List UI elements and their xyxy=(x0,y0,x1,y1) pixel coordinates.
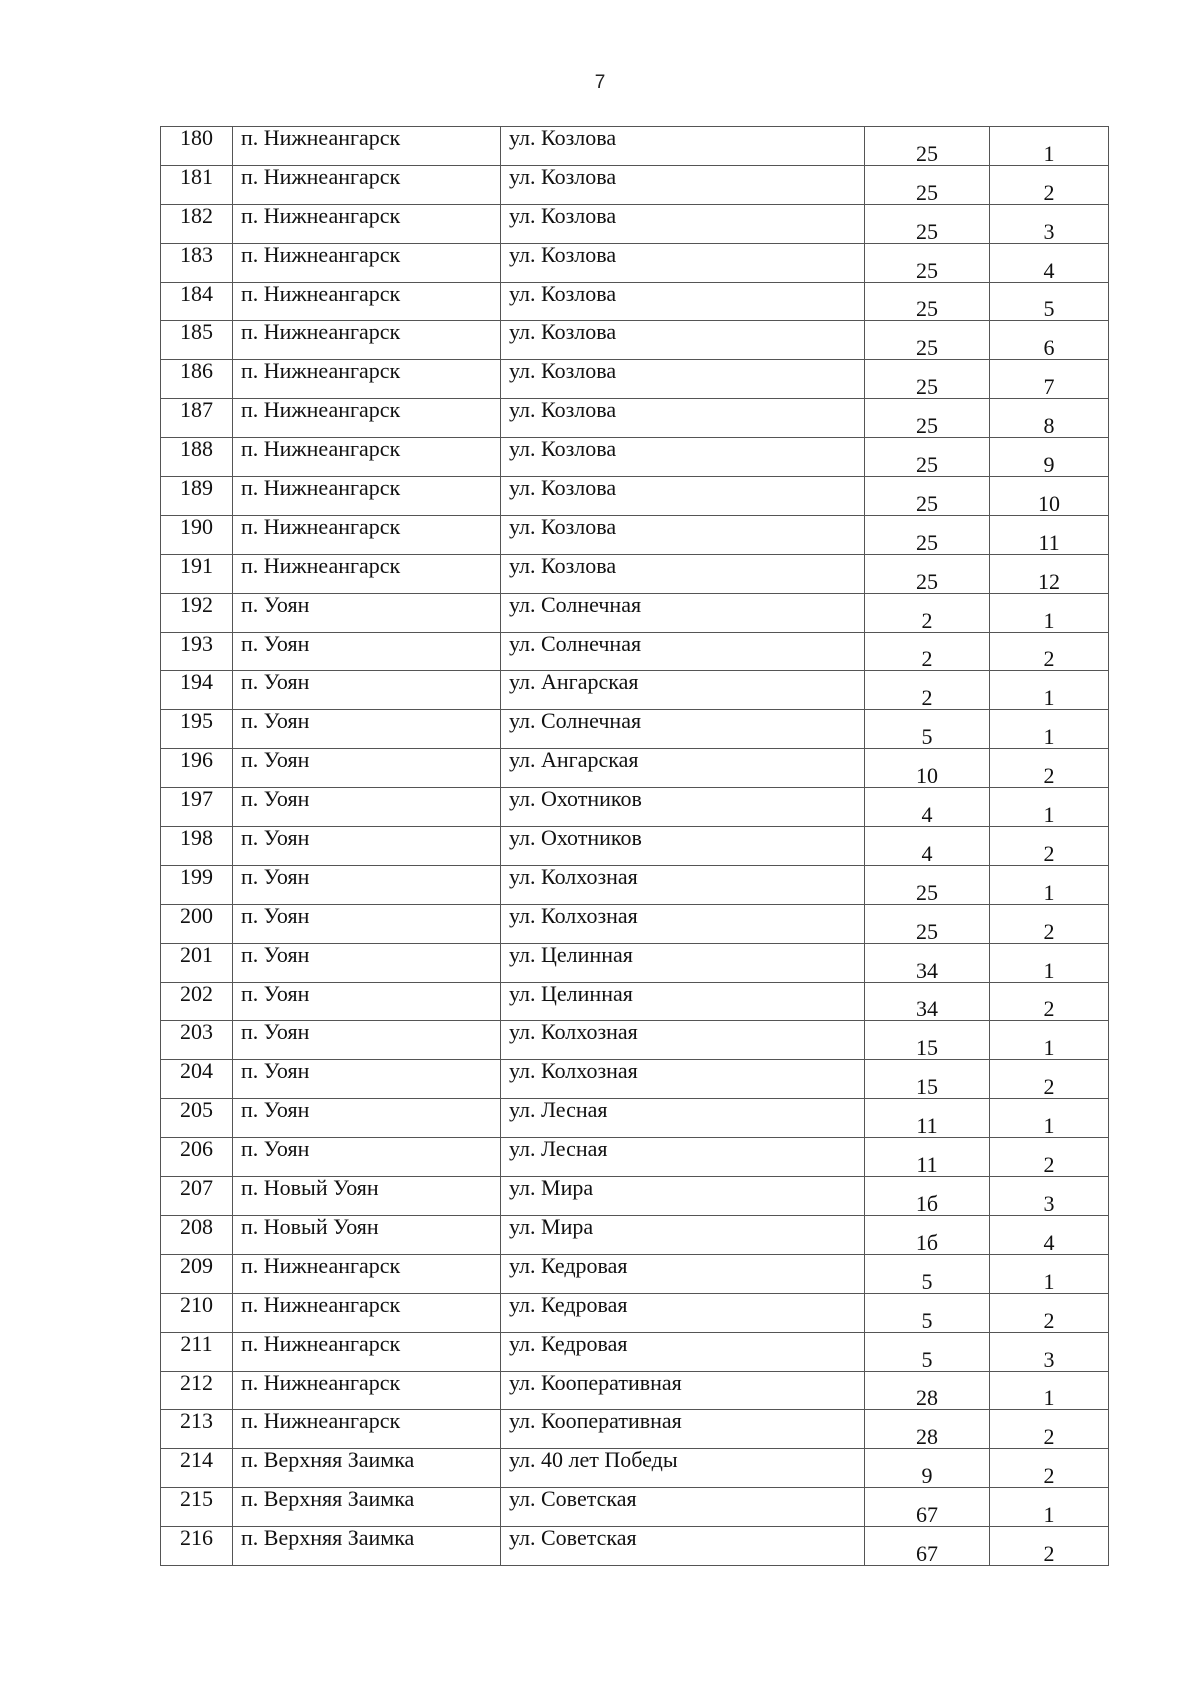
row-number: 201 xyxy=(161,943,233,982)
row-number: 183 xyxy=(161,243,233,282)
row-number: 200 xyxy=(161,904,233,943)
row-number: 192 xyxy=(161,593,233,632)
settlement-cell: п. Нижнеангарск xyxy=(233,515,501,554)
house-number-cell: 67 xyxy=(865,1527,990,1566)
apartment-cell: 2 xyxy=(990,827,1109,866)
street-cell: ул. Лесная xyxy=(501,1099,865,1138)
house-number-cell: 2 xyxy=(865,671,990,710)
settlement-cell: п. Верхняя Заимка xyxy=(233,1449,501,1488)
street-cell: ул. Козлова xyxy=(501,165,865,204)
row-number: 191 xyxy=(161,554,233,593)
house-number-cell: 34 xyxy=(865,982,990,1021)
apartment-cell: 2 xyxy=(990,749,1109,788)
table-row xyxy=(161,515,1109,554)
house-number-cell: 9 xyxy=(865,1449,990,1488)
table-row xyxy=(161,632,1109,671)
settlement-cell: п. Новый Уоян xyxy=(233,1177,501,1216)
street-cell: ул. Охотников xyxy=(501,827,865,866)
apartment-cell: 1 xyxy=(990,127,1109,166)
row-number: 180 xyxy=(161,127,233,166)
apartment-cell: 1 xyxy=(990,788,1109,827)
street-cell: ул. Козлова xyxy=(501,360,865,399)
row-number: 208 xyxy=(161,1215,233,1254)
apartment-cell: 1 xyxy=(990,710,1109,749)
street-cell: ул. Колхозная xyxy=(501,1021,865,1060)
row-number: 206 xyxy=(161,1138,233,1177)
table-row xyxy=(161,127,1109,166)
house-number-cell: 25 xyxy=(865,204,990,243)
street-cell: ул. Колхозная xyxy=(501,865,865,904)
table-row xyxy=(161,1021,1109,1060)
apartment-cell: 2 xyxy=(990,632,1109,671)
table-row xyxy=(161,1099,1109,1138)
apartment-cell: 3 xyxy=(990,1332,1109,1371)
street-cell: ул. Козлова xyxy=(501,321,865,360)
table-row xyxy=(161,243,1109,282)
house-number-cell: 25 xyxy=(865,438,990,477)
street-cell: ул. Кооперативная xyxy=(501,1371,865,1410)
house-number-cell: 25 xyxy=(865,360,990,399)
apartment-cell: 2 xyxy=(990,982,1109,1021)
street-cell: ул. Охотников xyxy=(501,788,865,827)
row-number: 202 xyxy=(161,982,233,1021)
settlement-cell: п. Нижнеангарск xyxy=(233,243,501,282)
apartment-cell: 1 xyxy=(990,1371,1109,1410)
street-cell: ул. Советская xyxy=(501,1488,865,1527)
table-row xyxy=(161,1177,1109,1216)
house-number-cell: 28 xyxy=(865,1410,990,1449)
apartment-cell: 3 xyxy=(990,1177,1109,1216)
house-number-cell: 5 xyxy=(865,710,990,749)
table-row xyxy=(161,1215,1109,1254)
settlement-cell: п. Нижнеангарск xyxy=(233,282,501,321)
house-number-cell: 25 xyxy=(865,554,990,593)
house-number-cell: 25 xyxy=(865,904,990,943)
house-number-cell: 25 xyxy=(865,243,990,282)
settlement-cell: п. Нижнеангарск xyxy=(233,204,501,243)
apartment-cell: 2 xyxy=(990,1293,1109,1332)
house-number-cell: 5 xyxy=(865,1332,990,1371)
street-cell: ул. Кедровая xyxy=(501,1254,865,1293)
table-row xyxy=(161,865,1109,904)
row-number: 182 xyxy=(161,204,233,243)
row-number: 198 xyxy=(161,827,233,866)
settlement-cell: п. Верхняя Заимка xyxy=(233,1527,501,1566)
house-number-cell: 2 xyxy=(865,593,990,632)
apartment-cell: 1 xyxy=(990,1488,1109,1527)
street-cell: ул. Козлова xyxy=(501,282,865,321)
street-cell: ул. Ангарская xyxy=(501,749,865,788)
settlement-cell: п. Нижнеангарск xyxy=(233,360,501,399)
settlement-cell: п. Нижнеангарск xyxy=(233,438,501,477)
house-number-cell: 25 xyxy=(865,127,990,166)
settlement-cell: п. Новый Уоян xyxy=(233,1215,501,1254)
table-row xyxy=(161,1488,1109,1527)
table-row xyxy=(161,477,1109,516)
house-number-cell: 67 xyxy=(865,1488,990,1527)
street-cell: ул. Ангарская xyxy=(501,671,865,710)
row-number: 188 xyxy=(161,438,233,477)
house-number-cell: 25 xyxy=(865,165,990,204)
apartment-cell: 1 xyxy=(990,671,1109,710)
apartment-cell: 1 xyxy=(990,1021,1109,1060)
house-number-cell: 11 xyxy=(865,1099,990,1138)
table-row xyxy=(161,321,1109,360)
house-number-cell: 2 xyxy=(865,632,990,671)
row-number: 194 xyxy=(161,671,233,710)
street-cell: ул. Козлова xyxy=(501,554,865,593)
apartment-cell: 12 xyxy=(990,554,1109,593)
settlement-cell: п. Уоян xyxy=(233,943,501,982)
table-row xyxy=(161,1060,1109,1099)
apartment-cell: 8 xyxy=(990,399,1109,438)
street-cell: ул. 40 лет Победы xyxy=(501,1449,865,1488)
table-row xyxy=(161,1371,1109,1410)
settlement-cell: п. Нижнеангарск xyxy=(233,477,501,516)
page-number: 7 xyxy=(594,72,606,93)
table-row xyxy=(161,904,1109,943)
row-number: 204 xyxy=(161,1060,233,1099)
row-number: 205 xyxy=(161,1099,233,1138)
apartment-cell: 2 xyxy=(990,1410,1109,1449)
street-cell: ул. Кедровая xyxy=(501,1332,865,1371)
apartment-cell: 5 xyxy=(990,282,1109,321)
table-row xyxy=(161,593,1109,632)
house-number-cell: 15 xyxy=(865,1060,990,1099)
street-cell: ул. Целинная xyxy=(501,943,865,982)
apartment-cell: 4 xyxy=(990,243,1109,282)
table-row xyxy=(161,1527,1109,1566)
house-number-cell: 25 xyxy=(865,515,990,554)
street-cell: ул. Солнечная xyxy=(501,632,865,671)
apartment-cell: 2 xyxy=(990,1138,1109,1177)
row-number: 186 xyxy=(161,360,233,399)
settlement-cell: п. Верхняя Заимка xyxy=(233,1488,501,1527)
settlement-cell: п. Уоян xyxy=(233,1060,501,1099)
table-row xyxy=(161,165,1109,204)
row-number: 184 xyxy=(161,282,233,321)
street-cell: ул. Колхозная xyxy=(501,904,865,943)
row-number: 190 xyxy=(161,515,233,554)
settlement-cell: п. Уоян xyxy=(233,1021,501,1060)
settlement-cell: п. Нижнеангарск xyxy=(233,321,501,360)
house-number-cell: 5 xyxy=(865,1254,990,1293)
table-row xyxy=(161,204,1109,243)
house-number-cell: 10 xyxy=(865,749,990,788)
address-table-body xyxy=(161,127,1109,1566)
apartment-cell: 7 xyxy=(990,360,1109,399)
apartment-cell: 9 xyxy=(990,438,1109,477)
table-row xyxy=(161,710,1109,749)
table-row xyxy=(161,438,1109,477)
apartment-cell: 1 xyxy=(990,593,1109,632)
apartment-cell: 2 xyxy=(990,1060,1109,1099)
house-number-cell: 4 xyxy=(865,827,990,866)
row-number: 207 xyxy=(161,1177,233,1216)
row-number: 216 xyxy=(161,1527,233,1566)
row-number: 196 xyxy=(161,749,233,788)
settlement-cell: п. Уоян xyxy=(233,1138,501,1177)
apartment-cell: 1 xyxy=(990,943,1109,982)
settlement-cell: п. Уоян xyxy=(233,904,501,943)
row-number: 211 xyxy=(161,1332,233,1371)
row-number: 185 xyxy=(161,321,233,360)
house-number-cell: 25 xyxy=(865,321,990,360)
street-cell: ул. Козлова xyxy=(501,438,865,477)
house-number-cell: 25 xyxy=(865,282,990,321)
settlement-cell: п. Нижнеангарск xyxy=(233,399,501,438)
apartment-cell: 4 xyxy=(990,1215,1109,1254)
street-cell: ул. Колхозная xyxy=(501,1060,865,1099)
house-number-cell: 34 xyxy=(865,943,990,982)
apartment-cell: 2 xyxy=(990,1449,1109,1488)
settlement-cell: п. Уоян xyxy=(233,710,501,749)
street-cell: ул. Козлова xyxy=(501,243,865,282)
row-number: 214 xyxy=(161,1449,233,1488)
street-cell: ул. Солнечная xyxy=(501,593,865,632)
settlement-cell: п. Уоян xyxy=(233,671,501,710)
table-row xyxy=(161,282,1109,321)
apartment-cell: 2 xyxy=(990,165,1109,204)
row-number: 209 xyxy=(161,1254,233,1293)
street-cell: ул. Целинная xyxy=(501,982,865,1021)
row-number: 187 xyxy=(161,399,233,438)
settlement-cell: п. Нижнеангарск xyxy=(233,1410,501,1449)
settlement-cell: п. Нижнеангарск xyxy=(233,554,501,593)
table-row xyxy=(161,943,1109,982)
street-cell: ул. Мира xyxy=(501,1177,865,1216)
row-number: 210 xyxy=(161,1293,233,1332)
apartment-cell: 6 xyxy=(990,321,1109,360)
apartment-cell: 2 xyxy=(990,904,1109,943)
settlement-cell: п. Уоян xyxy=(233,865,501,904)
apartment-cell: 11 xyxy=(990,515,1109,554)
apartment-cell: 1 xyxy=(990,1254,1109,1293)
house-number-cell: 11 xyxy=(865,1138,990,1177)
street-cell: ул. Кедровая xyxy=(501,1293,865,1332)
table-row xyxy=(161,1410,1109,1449)
settlement-cell: п. Уоян xyxy=(233,1099,501,1138)
house-number-cell: 1б xyxy=(865,1215,990,1254)
house-number-cell: 4 xyxy=(865,788,990,827)
table-row xyxy=(161,1254,1109,1293)
settlement-cell: п. Нижнеангарск xyxy=(233,1332,501,1371)
settlement-cell: п. Нижнеангарск xyxy=(233,1293,501,1332)
street-cell: ул. Козлова xyxy=(501,477,865,516)
row-number: 197 xyxy=(161,788,233,827)
address-table xyxy=(160,126,1109,1566)
settlement-cell: п. Уоян xyxy=(233,593,501,632)
table-row xyxy=(161,1332,1109,1371)
table-row xyxy=(161,788,1109,827)
table-row xyxy=(161,399,1109,438)
row-number: 193 xyxy=(161,632,233,671)
row-number: 195 xyxy=(161,710,233,749)
settlement-cell: п. Нижнеангарск xyxy=(233,1371,501,1410)
table-row xyxy=(161,749,1109,788)
settlement-cell: п. Уоян xyxy=(233,982,501,1021)
apartment-cell: 10 xyxy=(990,477,1109,516)
apartment-cell: 3 xyxy=(990,204,1109,243)
house-number-cell: 5 xyxy=(865,1293,990,1332)
settlement-cell: п. Уоян xyxy=(233,749,501,788)
street-cell: ул. Солнечная xyxy=(501,710,865,749)
table-row xyxy=(161,982,1109,1021)
apartment-cell: 1 xyxy=(990,1099,1109,1138)
street-cell: ул. Козлова xyxy=(501,204,865,243)
settlement-cell: п. Нижнеангарск xyxy=(233,127,501,166)
street-cell: ул. Козлова xyxy=(501,399,865,438)
apartment-cell: 2 xyxy=(990,1527,1109,1566)
house-number-cell: 28 xyxy=(865,1371,990,1410)
row-number: 203 xyxy=(161,1021,233,1060)
settlement-cell: п. Уоян xyxy=(233,632,501,671)
street-cell: ул. Кооперативная xyxy=(501,1410,865,1449)
house-number-cell: 25 xyxy=(865,477,990,516)
row-number: 181 xyxy=(161,165,233,204)
table-row xyxy=(161,554,1109,593)
table-row xyxy=(161,671,1109,710)
house-number-cell: 25 xyxy=(865,399,990,438)
house-number-cell: 25 xyxy=(865,865,990,904)
apartment-cell: 1 xyxy=(990,865,1109,904)
house-number-cell: 1б xyxy=(865,1177,990,1216)
row-number: 212 xyxy=(161,1371,233,1410)
row-number: 189 xyxy=(161,477,233,516)
table-row xyxy=(161,827,1109,866)
street-cell: ул. Козлова xyxy=(501,127,865,166)
settlement-cell: п. Нижнеангарск xyxy=(233,165,501,204)
settlement-cell: п. Уоян xyxy=(233,788,501,827)
table-row xyxy=(161,360,1109,399)
row-number: 213 xyxy=(161,1410,233,1449)
table-row xyxy=(161,1293,1109,1332)
settlement-cell: п. Уоян xyxy=(233,827,501,866)
table-row xyxy=(161,1449,1109,1488)
street-cell: ул. Советская xyxy=(501,1527,865,1566)
street-cell: ул. Козлова xyxy=(501,515,865,554)
street-cell: ул. Лесная xyxy=(501,1138,865,1177)
house-number-cell: 15 xyxy=(865,1021,990,1060)
table-row xyxy=(161,1138,1109,1177)
row-number: 199 xyxy=(161,865,233,904)
street-cell: ул. Мира xyxy=(501,1215,865,1254)
row-number: 215 xyxy=(161,1488,233,1527)
settlement-cell: п. Нижнеангарск xyxy=(233,1254,501,1293)
